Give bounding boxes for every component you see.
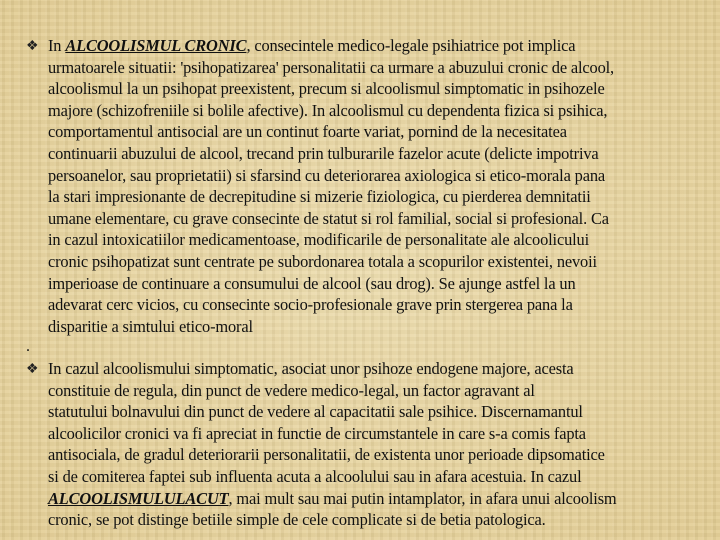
text-line: continuarii abuzului de alcool, trecand prin tulburarile fazelor acute (delicte impotriva [48, 144, 599, 163]
text-line: adevarat cerc vicios, cu consecinte socio-profesionale grave prin stergerea pana la [48, 295, 573, 315]
text-line [48, 35, 575, 56]
text-line: si de comiterea faptei sub influenta acuta a alcoolului sau in afara acestuia. In cazul [48, 467, 582, 486]
emphasis-term: ALCOOLISMUL CRONIC [65, 36, 247, 55]
text-line: alcoolicilor cronici va fi apreciat in functie de circumstantele in care s-a comis fapta [48, 423, 586, 443]
separator-dot: . [26, 338, 30, 355]
text-line: alcoolismul la un psihopat preexistent, precum si alcoolismul simptomatic in psihozele [48, 79, 605, 99]
diamond-bullet-icon: ❖ [26, 362, 39, 377]
text-fragment: In [48, 36, 66, 55]
text-line: majore (schizofreniile si bolile afective). In alcoolismul cu dependenta fizica si psihica, [48, 100, 608, 120]
emphasis-term: ALCOOLISMULULACUT [48, 488, 229, 508]
text-line: In cazul alcoolismului simptomatic, asociat unor psihoze endogene majore, acesta [48, 359, 574, 378]
text-line: antisociala, de gradul deteriorarii personalitatii, de existenta unor perioade dipsomatice [48, 445, 605, 465]
diamond-bullet-icon: ❖ [26, 39, 39, 54]
text-line: persoanelor, sau proprietatii) si sfarsind cu deteriorarea axiologica si etico-morala pana [48, 165, 606, 185]
text-line [48, 488, 617, 509]
text-line: cronic psihopatizat sunt centrate pe subordonarea totala a scopurilor existentei, nevoii [48, 252, 597, 271]
text-line: in cazul intoxicatiilor medicamentoase, modificarile de personalitate ale alcoolicului [48, 230, 589, 250]
text-line: disparitie a simtului etico-moral [48, 316, 253, 336]
text-line: imperioase de continuare a consumului de alcool (sau drog). Se ajunge astfel la un [48, 273, 576, 293]
text-line: statutului bolnavului din punct de vedere al capacitatii sale psihice. Discernamantul [48, 402, 583, 422]
text-fragment: , mai mult sau mai putin intamplator, in afara unui alcoolism [228, 488, 617, 508]
text-line: comportamentul antisocial are un continut foarte variat, pornind de la necesitatea [48, 122, 567, 142]
text-fragment: , consecintele medico-legale psihiatrice pot implica [246, 36, 576, 55]
text-line: umane elementare, cu grave consecinte de statut si rol familial, social si profesional. Ca [48, 208, 609, 228]
text-line: urmatoarele situatii: 'psihopatizarea' personalitatii ca urmare a abuzului cronic de alcool, [48, 57, 614, 77]
text-line: la stari impresionante de decrepitudine si mizerie fiziologica, cu pierderea demnitatii [48, 187, 591, 207]
text-line: constituie de regula, din punct de vedere medico-legal, un factor agravant al [48, 380, 535, 400]
text-line: cronic, se pot distinge betiile simple de cele complicate si de betia patologica. [48, 510, 546, 530]
